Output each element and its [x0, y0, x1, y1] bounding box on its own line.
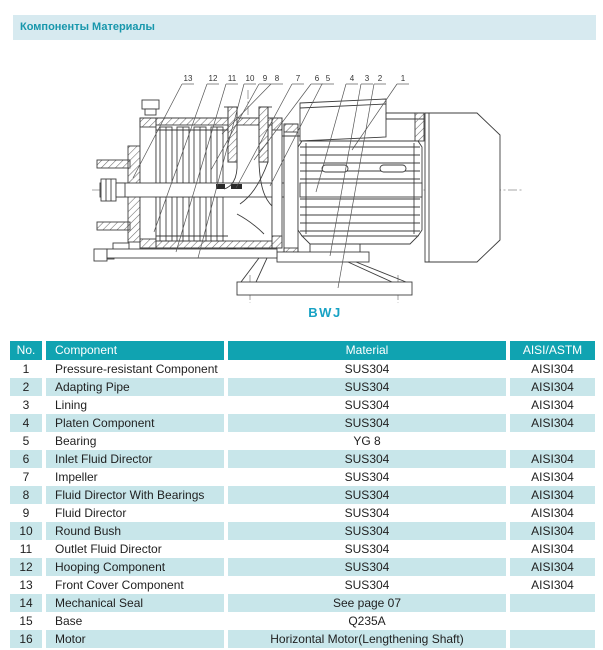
table-row	[10, 504, 595, 522]
table-row	[10, 594, 595, 612]
cell-component: Platen Component	[46, 414, 224, 432]
table-row	[10, 486, 595, 504]
table-row	[10, 522, 595, 540]
cell-aisi: AISI304	[510, 468, 595, 486]
cell-aisi: AISI304	[510, 486, 595, 504]
cell-component: Hooping Component	[46, 558, 224, 576]
section-header-title: Компоненты Материалы	[20, 21, 155, 33]
model-label: BWJ	[308, 305, 342, 320]
cell-aisi: AISI304	[510, 360, 595, 378]
cell-component: Fluid Director	[46, 504, 224, 522]
cell-aisi: AISI304	[510, 396, 595, 414]
callout-number: 7	[295, 74, 301, 83]
col-header-aisi: AISI/ASTM	[510, 341, 595, 360]
callout-number: 12	[208, 74, 218, 83]
cell-material: SUS304	[228, 540, 506, 558]
cell-component: Outlet Fluid Director	[46, 540, 224, 558]
cell-no: 16	[10, 630, 42, 648]
cell-material: SUS304	[228, 396, 506, 414]
cell-aisi: AISI304	[510, 522, 595, 540]
cell-material: SUS304	[228, 468, 506, 486]
cell-no: 7	[10, 468, 42, 486]
cell-material: Q235A	[228, 612, 506, 630]
cell-material: SUS304	[228, 576, 506, 594]
cell-no: 6	[10, 450, 42, 468]
table-row	[10, 414, 595, 432]
cell-component: Pressure-resistant Component	[46, 360, 224, 378]
table-row	[10, 630, 595, 648]
callout-number: 6	[314, 74, 320, 83]
callout-number: 3	[364, 74, 370, 83]
callout-numbers	[184, 74, 406, 83]
motor-end-cap	[425, 113, 500, 262]
cell-material: Horizontal Motor(Lengthening Shaft)	[228, 630, 506, 648]
table-row	[10, 540, 595, 558]
table-row	[10, 558, 595, 576]
cell-material: SUS304	[228, 450, 506, 468]
cell-no: 2	[10, 378, 42, 396]
cell-aisi: AISI304	[510, 576, 595, 594]
table-row	[10, 450, 595, 468]
cell-no: 9	[10, 504, 42, 522]
cell-component: Adapting Pipe	[46, 378, 224, 396]
table-row	[10, 468, 595, 486]
col-header-component: Component	[46, 341, 224, 360]
cell-no: 4	[10, 414, 42, 432]
callout-number: 8	[274, 74, 280, 83]
callout-number: 2	[377, 74, 383, 83]
cell-aisi: AISI304	[510, 450, 595, 468]
table-row	[10, 576, 595, 594]
table-row	[10, 432, 595, 450]
cell-aisi	[510, 612, 595, 630]
callout-number: 10	[245, 74, 255, 83]
cell-component: Impeller	[46, 468, 224, 486]
cell-aisi	[510, 432, 595, 450]
cell-material: SUS304	[228, 414, 506, 432]
table-row	[10, 612, 595, 630]
callout-number: 5	[325, 74, 331, 83]
col-header-no: No.	[10, 341, 42, 360]
cell-material: YG 8	[228, 432, 506, 450]
table-row	[10, 396, 595, 414]
cell-no: 8	[10, 486, 42, 504]
cell-aisi: AISI304	[510, 540, 595, 558]
cell-material: SUS304	[228, 486, 506, 504]
cell-no: 12	[10, 558, 42, 576]
cell-aisi: AISI304	[510, 504, 595, 522]
callout-number: 9	[262, 74, 268, 83]
cell-material: See page 07	[228, 594, 506, 612]
terminal-box	[300, 99, 386, 141]
callout-number: 4	[349, 74, 355, 83]
cell-aisi: AISI304	[510, 414, 595, 432]
callout-number: 11	[227, 74, 237, 83]
cell-component: Inlet Fluid Director	[46, 450, 224, 468]
cell-component: Bearing	[46, 432, 224, 450]
adapter-bracket	[272, 118, 300, 260]
cell-material: SUS304	[228, 378, 506, 396]
cell-aisi: AISI304	[510, 378, 595, 396]
cell-no: 15	[10, 612, 42, 630]
cell-component: Base	[46, 612, 224, 630]
cell-no: 10	[10, 522, 42, 540]
callout-number: 1	[400, 74, 406, 83]
cell-no: 13	[10, 576, 42, 594]
cell-aisi: AISI304	[510, 558, 595, 576]
cell-material: SUS304	[228, 504, 506, 522]
cell-no: 3	[10, 396, 42, 414]
components-table	[10, 341, 595, 648]
table-header-row	[10, 341, 595, 360]
cell-component: Mechanical Seal	[46, 594, 224, 612]
col-header-material: Material	[228, 341, 506, 360]
cell-component: Round Bush	[46, 522, 224, 540]
cell-no: 14	[10, 594, 42, 612]
cell-material: SUS304	[228, 360, 506, 378]
cell-no: 1	[10, 360, 42, 378]
cell-no: 11	[10, 540, 42, 558]
callout-number: 13	[183, 74, 193, 83]
cell-material: SUS304	[228, 522, 506, 540]
cell-material: SUS304	[228, 558, 506, 576]
table-row	[10, 360, 595, 378]
cell-aisi	[510, 630, 595, 648]
cell-component: Front Cover Component	[46, 576, 224, 594]
table-row	[10, 378, 595, 396]
cell-component: Lining	[46, 396, 224, 414]
cell-aisi	[510, 594, 595, 612]
cell-no: 5	[10, 432, 42, 450]
cell-component: Fluid Director With Bearings	[46, 486, 224, 504]
cell-component: Motor	[46, 630, 224, 648]
